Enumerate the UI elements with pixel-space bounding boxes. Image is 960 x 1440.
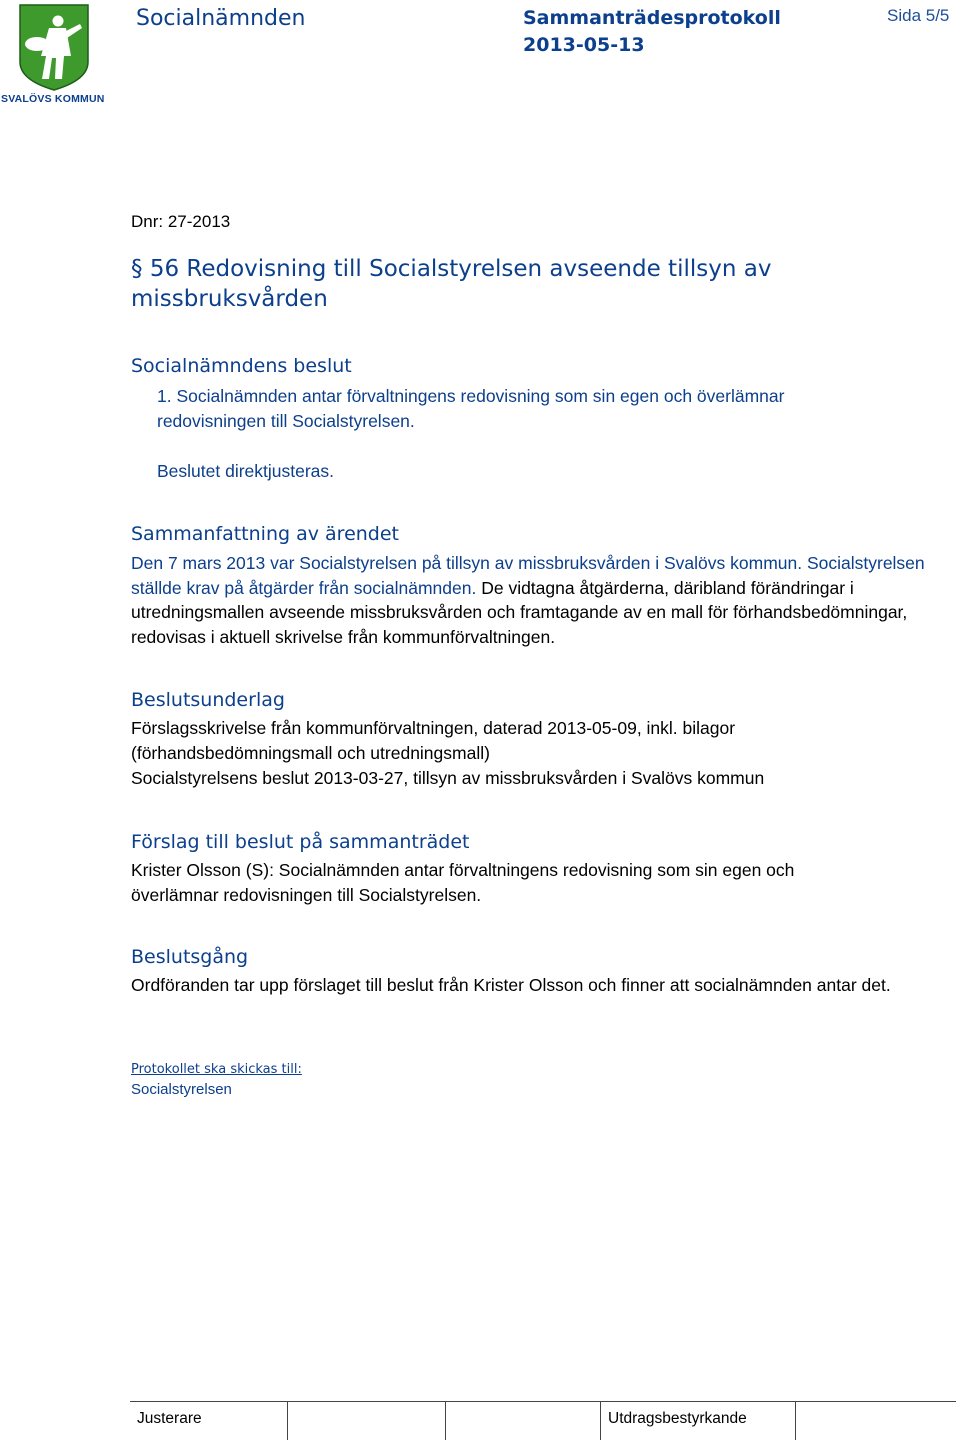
basis-line-1: Förslagsskrivelse från kommunförvaltningen, daterad 2013-05-09, inkl. bilagor (förhandsbedömningsmall och utredningsmall)	[131, 718, 736, 763]
logo-wordmark: SVALÖVS KOMMUN	[1, 93, 105, 105]
header-meeting-date: 2013-05-13	[523, 34, 645, 56]
paragraph-number: 56	[149, 256, 180, 282]
diary-number: Dnr: 27-2013	[131, 212, 231, 231]
basis-heading: Beslutsunderlag	[131, 689, 285, 711]
procedure-heading: Beslutsgång	[131, 946, 249, 968]
procedure-text: Ordföranden tar upp förslaget till beslut från Krister Olsson och finner att socialnämnden antar det.	[131, 975, 891, 995]
decision-heading: Socialnämndens beslut	[131, 355, 352, 377]
header-protocol-title: Sammanträdesprotokoll	[523, 7, 781, 29]
footer-utdrag-label: Utdragsbestyrkande	[608, 1410, 747, 1427]
signature-footer	[130, 1401, 956, 1440]
proposal-text: Krister Olsson (S): Socialnämnden antar förvaltningens redovisning som sin egen och överlämnar redovisningen till Socialstyrelsen.	[131, 860, 795, 905]
decision-item: 1. Socialnämnden antar förvaltningens redovisning som sin egen och överlämnar redovisningen till Socialstyrelsen.	[157, 386, 785, 431]
summary-text-black: De vidtagna åtgärderna, däribland förändringar i utredningsmallen avseende missbruksvården och framtagande av en mall för förhandsbedömningar, redovisas i aktuell skrivelse från kommunförvaltningen.	[131, 577, 908, 647]
footer-divider	[795, 1402, 796, 1440]
page-number: Sida 5/5	[887, 6, 950, 25]
summary-text-blue: Den 7 mars 2013 var Socialstyrelsen på tillsyn av missbruksvården i Svalövs kommun. Socialstyrelsen ställde krav på åtgärder från socialnämnden.	[131, 553, 925, 598]
header-org-name: Socialnämnden	[136, 6, 306, 31]
footer-divider	[287, 1402, 288, 1440]
municipality-logo	[0, 0, 110, 108]
section-symbol: §	[131, 256, 143, 282]
coat-of-arms-icon	[0, 0, 110, 92]
paragraph-title	[131, 254, 851, 314]
proposal-heading: Förslag till beslut på sammanträdet	[131, 831, 470, 853]
basis-line-2: Socialstyrelsens beslut 2013-03-27, tillsyn av missbruksvården i Svalövs kommun	[131, 768, 765, 788]
send-to-recipient: Socialstyrelsen	[131, 1081, 232, 1098]
paragraph-title-text: Redovisning till Socialstyrelsen avseende tillsyn av missbruksvården	[131, 256, 772, 312]
send-to-label: Protokollet ska skickas till:	[131, 1062, 302, 1077]
footer-justerare-label: Justerare	[137, 1410, 202, 1427]
decision-note: Beslutet direktjusteras.	[157, 461, 335, 481]
summary-text	[131, 551, 951, 649]
footer-divider	[600, 1402, 601, 1440]
footer-divider	[445, 1402, 446, 1440]
summary-heading: Sammanfattning av ärendet	[131, 523, 399, 545]
